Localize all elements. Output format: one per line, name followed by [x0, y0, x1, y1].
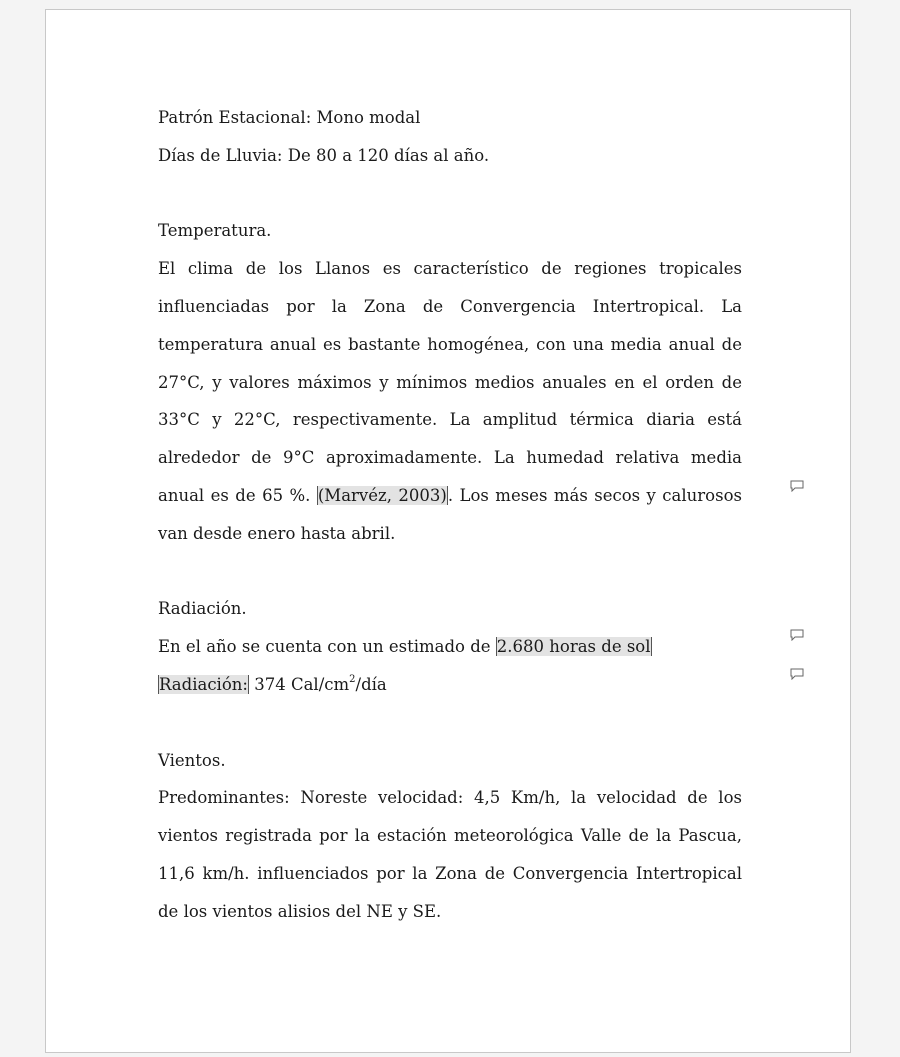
vientos-heading[interactable]: Vientos. [158, 750, 226, 770]
radiacion-hours-text: En el año se cuenta con un estimado de [158, 637, 496, 657]
document-body[interactable] [158, 99, 742, 931]
radiacion-value: 374 Cal/cm [248, 674, 350, 694]
temperatura-heading[interactable]: Temperatura. [158, 221, 272, 241]
radiacion-heading[interactable]: Radiación. [158, 599, 247, 619]
radiacion-comment-anchor[interactable]: Radiación: [159, 674, 248, 694]
document-page[interactable] [45, 9, 851, 1053]
comment-icon[interactable] [790, 480, 804, 492]
citation-comment-anchor[interactable]: (Marvéz, 2003) [317, 485, 447, 505]
temperatura-text-before: El clima de los Llanos es característico de regiones tropicales influenciadas por la Zona de Convergencia Intertropical. La temperatura anual es bastante homogénea, con una media anual de 27°C, y valores máximos y mínimos medios anuales en el orden de 33°C y 22°C, respectivamente. La amplitud térmica diaria está alrededor de 9°C aproximadamente. La humedad relativa media anual es de 65 %. [158, 259, 742, 505]
temperatura-paragraph[interactable] [158, 250, 742, 552]
dias-lluvia-line[interactable]: Días de Lluvia: De 80 a 120 días al año. [158, 145, 490, 165]
hours-comment-anchor[interactable]: 2.680 horas de sol [496, 637, 651, 657]
temperatura-text-after: . Los meses más secos y calurosos van desde enero hasta abril. [158, 485, 742, 543]
blank-line [158, 553, 742, 591]
radiacion-value-line[interactable] [158, 666, 742, 704]
comment-icon[interactable] [790, 668, 804, 680]
comment-icon[interactable] [790, 629, 804, 641]
blank-line [158, 704, 742, 742]
vientos-paragraph[interactable]: Predominantes: Noreste velocidad: 4,5 Km/h, la velocidad de los vientos registrada por la estación meteorológica Valle de la Pascua, 11,6 km/h. influenciados por la Zona de Convergencia Intertropical de los vientos alisios del NE y SE. [158, 788, 742, 921]
radiacion-unit: /día [355, 674, 387, 694]
radiacion-superscript: 2 [349, 674, 356, 686]
radiacion-hours-line[interactable] [158, 628, 742, 666]
patron-line[interactable]: Patrón Estacional: Mono modal [158, 108, 421, 127]
blank-line [158, 175, 742, 213]
